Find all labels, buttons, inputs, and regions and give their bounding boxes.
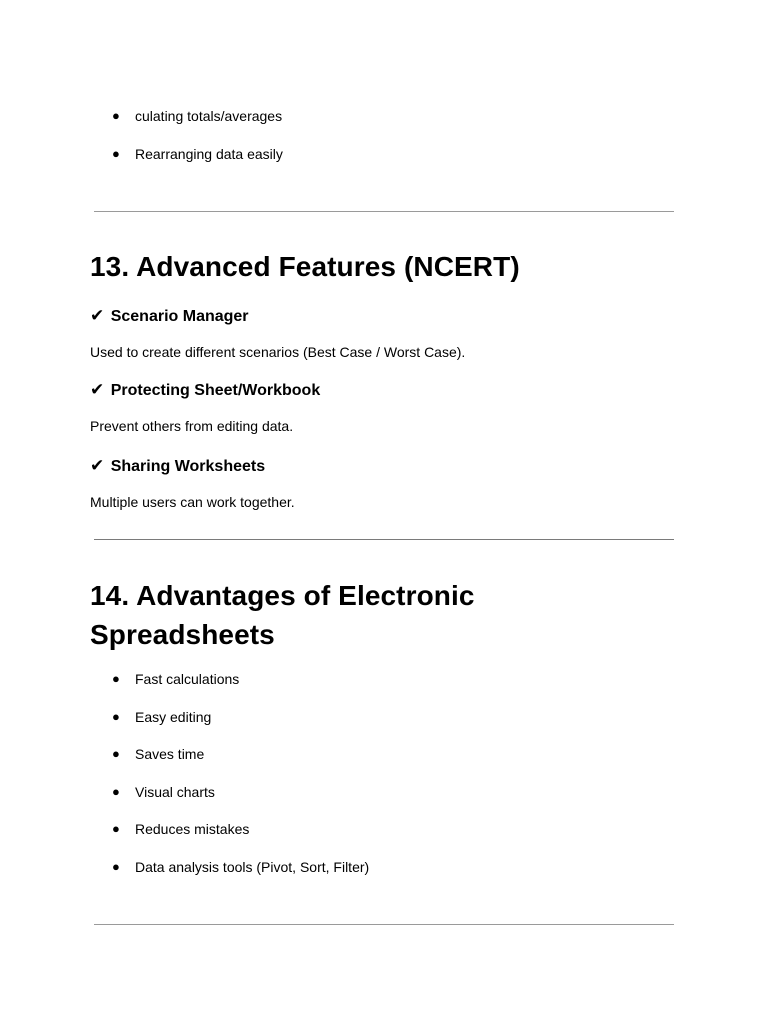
feature-description: Prevent others from editing data.: [90, 418, 294, 434]
list-item: [112, 859, 369, 875]
bullet-icon: ●: [112, 783, 120, 799]
list-item-text: Rearranging data easily: [135, 146, 283, 162]
checkmark-icon: ✔: [90, 306, 105, 326]
bullet-icon: ●: [112, 746, 120, 762]
feature-heading: [90, 456, 265, 477]
bullet-list-advantages: [112, 671, 369, 897]
list-item: [112, 784, 369, 800]
feature-description: Used to create different scenarios (Best Case / Worst Case).: [90, 344, 466, 360]
list-item-text: Easy editing: [135, 708, 212, 725]
bullet-icon: ●: [112, 146, 120, 161]
bullet-icon: ●: [112, 708, 120, 724]
section-heading: 14. Advantages of Electronic Spreadsheets: [90, 580, 475, 650]
horizontal-divider: [94, 211, 674, 212]
bullet-icon: ●: [112, 821, 120, 837]
feature-heading-text: Protecting Sheet/Workbook: [110, 382, 321, 399]
list-item: [112, 146, 283, 162]
checkmark-icon: ✔: [90, 380, 105, 400]
list-item: [112, 821, 369, 837]
list-item-text: Fast calculations: [135, 671, 240, 687]
list-item-text: Saves time: [135, 746, 205, 763]
checkmark-icon: ✔: [90, 456, 105, 476]
list-item-text: Visual charts: [135, 783, 215, 800]
section-heading: 13. Advanced Features (NCERT): [90, 251, 520, 282]
list-item-text: Data analysis tools (Pivot, Sort, Filter): [135, 858, 370, 875]
horizontal-divider: [94, 539, 674, 540]
list-item-text: culating totals/averages: [135, 108, 283, 124]
bullet-icon: ●: [112, 858, 120, 874]
feature-description: Multiple users can work together.: [90, 494, 295, 510]
bullet-icon: ●: [112, 108, 120, 123]
list-item: [112, 709, 369, 725]
list-item: [112, 671, 369, 687]
feature-heading-text: Scenario Manager: [110, 308, 249, 325]
feature-heading: [90, 306, 249, 327]
bullet-list-top: [112, 108, 283, 184]
horizontal-divider: [94, 924, 674, 925]
feature-heading-text: Sharing Worksheets: [110, 458, 266, 475]
list-item: [112, 108, 283, 124]
bullet-icon: ●: [112, 671, 120, 686]
list-item: [112, 746, 369, 762]
list-item-text: Reduces mistakes: [135, 821, 250, 838]
feature-heading: [90, 380, 320, 401]
